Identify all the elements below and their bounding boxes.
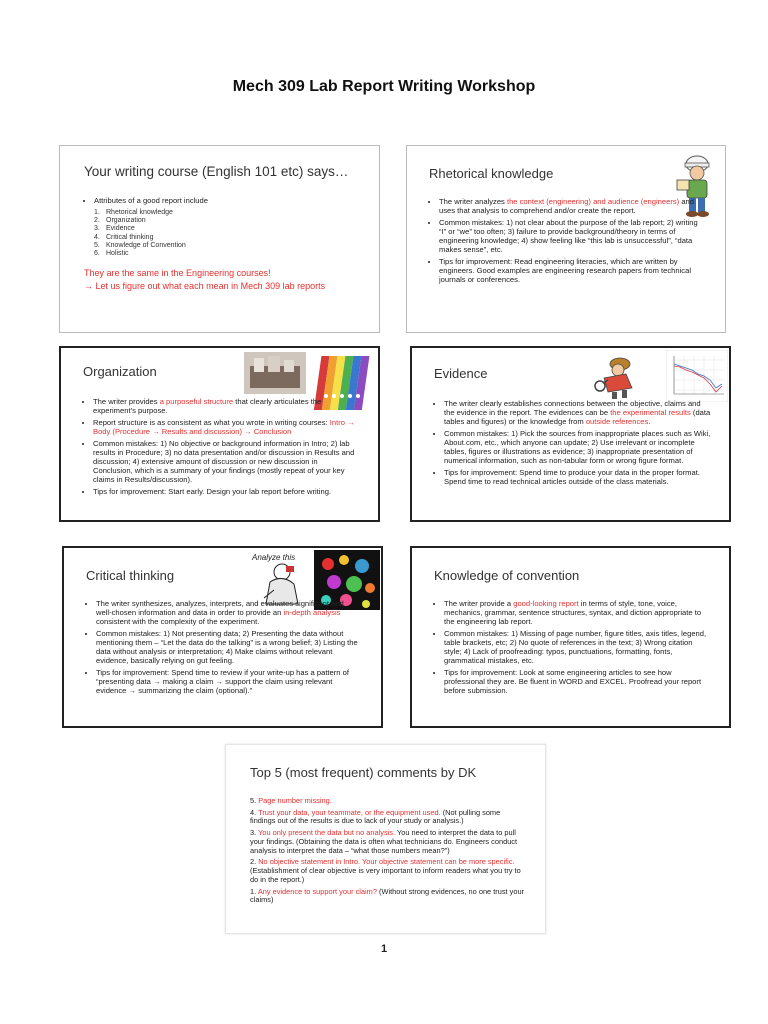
- note-same: They are the same in the Engineering courses!: [84, 268, 271, 279]
- attribute-item: 3. Evidence: [94, 225, 135, 233]
- bullet-common-mistakes: • Common mistakes: 1) not clear about the purpose of the lab report; 2) writing “I” or “we” too often; 3) failure to provide background/theory in terms of engineering knowledge; 4) show feeling like “this lab is unsuccessful”, “data makes sense”, etc.: [439, 219, 703, 255]
- slide-title: Organization: [83, 364, 157, 379]
- slide-title: Top 5 (most frequent) comments by DK: [250, 765, 477, 780]
- bullet-definition: • The writer synthesizes, analyzes, interprets, and evaluates significant and well-chosen information and data in order to provide an in-depth analysis consistent with the complexity of the experiment.: [96, 600, 359, 627]
- attribute-item: 1. Rhetorical knowledge: [94, 208, 173, 216]
- bullet-definition: • The writer provide a good-looking report in terms of style, tone, voice, mechanics, grammar, sentence structures, syntax, and diction appropriate to the engineering lab report.: [444, 600, 707, 627]
- page-number: 1: [380, 943, 388, 955]
- slide-critical-thinking: [62, 546, 383, 728]
- bullet-common-mistakes: • Common mistakes: 1) No objective or background information in Intro; 2) lab results in Procedure; 3) no data presentation and/or discussion in Results and discussion; 4) extensive amount of discussion or new discussion in Conclusion, which is a summary of your findings (mostly repeat of your key claims in Results/discussion).: [93, 440, 358, 485]
- attribute-item: 6. Holistic: [94, 250, 129, 258]
- slide-title: Rhetorical knowledge: [429, 166, 554, 181]
- bullet-definition: • The writer provides a purposeful structure that clearly articulates the experiment’s purpose.: [93, 398, 358, 416]
- attribute-item: 5. Knowledge of Convention: [94, 241, 186, 249]
- cartoon-caption: Analyze this: [252, 553, 296, 562]
- slide-top5-comments: [225, 744, 546, 934]
- detective-cartoon-image: [592, 352, 642, 400]
- slide-english-course: [59, 145, 380, 333]
- slide-knowledge-of-convention: [410, 546, 731, 728]
- bullet-common-mistakes: • Common mistakes: 1) Not presenting data; 2) Presenting the data without mentioning them – “Let the data do the talking” is a wrong belief; 3) Listing the data without analysis or interpretation; 4) Make claims without relevant evidence, basically relying on gut feeling.: [96, 630, 359, 666]
- bullet-text: • Attributes of a good report include: [94, 197, 365, 206]
- bullet-definition: • The writer analyzes the context (engineering) and audience (engineers) and uses that analysis to comprehend and/or create the report.: [439, 198, 703, 216]
- bullet-common-mistakes: • Common mistakes: 1) Pick the sources from inappropriate places such as Wiki, About.com, etc., which anyone can update; 2) Use irrelevant or incomplete tables, figures or illustrations as evidence; 3) inappropriate presentation of numerical information, such as non-tabular form or wrong figure format.: [444, 430, 711, 466]
- comment-3: 3. You only present the data but no analysis. You need to interpret the data to pull your findings. (Obtaining the data is often what technicians do. Engineers conduct analysis to interpret the data – “what those numbers mean?”): [250, 828, 518, 855]
- note-figure-out: → Let us figure out what each mean in Mech 309 lab reports: [84, 281, 326, 292]
- bullet-structure: • Report structure is as consistent as what you wrote in writing courses: Intro → Body (Procedure → Results and discussion) → Conclusion: [93, 419, 358, 437]
- bullet-tips: • Tips for improvement: Start early. Design your lab report before writing.: [93, 488, 358, 497]
- bullet-tips: • Tips for improvement: Read engineering literacies, which are written by engineers. Good examples are engineering research papers from technical journals or conferences.: [439, 258, 703, 285]
- comment-5: 5. Page number missing.: [250, 796, 332, 805]
- bullet-common-mistakes: • Common mistakes: 1) Missing of page number, figure titles, axis titles, legend, table brackets, etc; 2) No quote of references in the text; 3) Wrong citation style; 4) Lack of proofreading: typos, punctuations, formatting, fonts, grammatical mistakes, etc.: [444, 630, 707, 666]
- bullet-tips: • Tips for improvement: Spend time to produce your data in the proper format. Spend time to read technical articles outside of the class materials.: [444, 469, 711, 487]
- slide-title: Evidence: [434, 366, 488, 381]
- comment-1: 1. Any evidence to support your claim? (Without strong evidences, no one trust your claims): [250, 886, 525, 905]
- bullet-tips: • Tips for improvement: Look at some engineering articles to see how professional they are. Be fluent in WORD and EXCEL. Proofread your report before submission.: [444, 669, 707, 696]
- slide-title: Critical thinking: [86, 568, 175, 583]
- temperature-graph-image: [666, 350, 728, 402]
- slide-title: Your writing course (English 101 etc) says…: [84, 164, 349, 179]
- organizer-photo: [244, 352, 306, 394]
- attribute-list: [84, 209, 365, 259]
- slide-organization: [59, 346, 380, 522]
- attribute-item: 2. Organization: [94, 217, 146, 225]
- bullet-tips: • Tips for improvement: Spend time to review if your write-up has a pattern of “presenting data → making a claim → support the claim using relevant evidence → summarizing the claim (optional).”: [96, 669, 359, 696]
- page-title: Mech 309 Lab Report Writing Workshop: [232, 78, 536, 95]
- comment-2: 2. No objective statement in Intro. Your objective statement can be more specific. (Establishment of clear objective is very important to inform readers what you try to do in the report.): [250, 857, 521, 884]
- attribute-item: 4. Critical thinking: [94, 233, 154, 241]
- bullet-definition: • The writer clearly establishes connections between the objective, claims and the evidence in the report. The evidences can be the experimental results (data tables and figures) or the knowledge from outside references.: [444, 400, 711, 427]
- slide-evidence: [410, 346, 731, 522]
- slide-rhetorical-knowledge: [406, 145, 726, 333]
- comment-4: 4. Trust your data, your teammate, or the equipment used. (Not pulling some findings out of the results is due to lack of your study or analysis.): [250, 807, 501, 826]
- slide-title: Knowledge of convention: [434, 568, 580, 583]
